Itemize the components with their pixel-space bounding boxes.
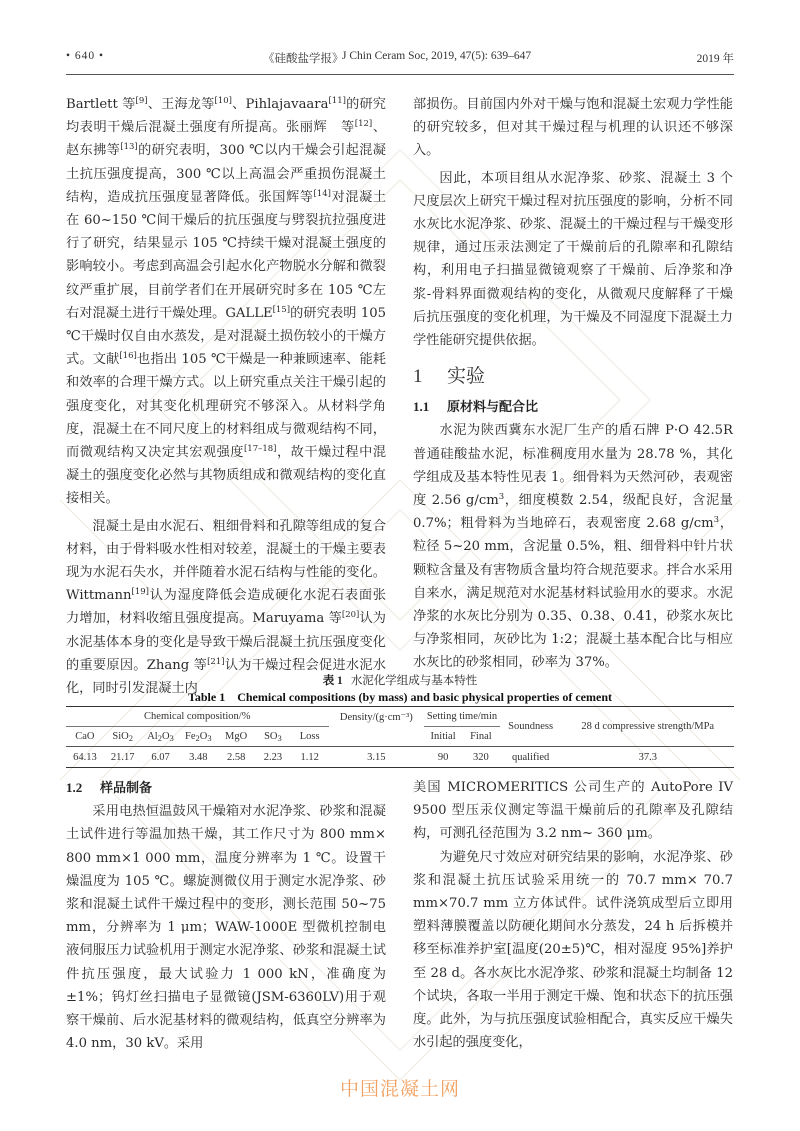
- cell-final: 320: [462, 747, 500, 768]
- table-caption-en: Table 1 Chemical compositions (by mass) and basic physical properties of cement: [187, 690, 612, 704]
- col-final: Final: [470, 731, 492, 742]
- reference[interactable]: [16]: [119, 351, 137, 362]
- right-column-top: [413, 93, 733, 675]
- col-loss: Loss: [299, 731, 320, 742]
- col-al2o3: $Al_2O_3$: [147, 731, 174, 743]
- paragraph-continuation: 部损伤。目前国内外对干燥与饱和混凝土宏观力学性能的研究较多，但对其干燥过程与机理的认识还不够深入。: [413, 97, 733, 159]
- cell-al2o3: 6.07: [142, 747, 180, 768]
- reference[interactable]: [19]: [131, 587, 149, 598]
- cell-mgo: 2.58: [217, 747, 255, 768]
- cell-density: 3.15: [329, 747, 425, 768]
- cell-strength: 37.3: [562, 747, 734, 768]
- cell-initial: 90: [424, 747, 462, 768]
- paragraph-concrete-composite: 混凝土是由水泥石、粗细骨料和孔隙等组成的复合材料，由于骨料吸水性相对较差，混凝土的干燥主要表现为水泥石失水，并伴随着水泥石结构与性能的变化。Wittmann[19]认为湿度降低会造成硬化水泥石表面张力增加，材料收缩且强度提高。Maruyama 等[20]认为水泥基体本身的变化是导致干燥后混凝土抗压强度变化的重要原因。Zhang 等[21]认为干燥过程会促进水泥水化，同时引发混凝土内: [66, 518, 386, 697]
- header-setting-time: Setting time/min: [424, 707, 500, 727]
- header-density: Density/(g·cm⁻³): [329, 707, 425, 727]
- col-cao: CaO: [75, 731, 95, 742]
- table-row: [66, 747, 734, 768]
- cell-sio2: 21.17: [104, 747, 142, 768]
- col-sio2: SiO$_2$: [112, 731, 133, 743]
- col-fe2o3: $Fe_2O_3$: [185, 731, 212, 743]
- journal-name-cn: 《硅酸盐学报》: [263, 53, 344, 65]
- header-rule: [66, 74, 734, 75]
- reference[interactable]: [9]: [135, 96, 148, 106]
- reference[interactable]: [10]: [214, 96, 232, 106]
- page-number: • 640 •: [66, 50, 105, 62]
- cement-properties-table: [66, 706, 734, 768]
- table-caption-cn: 表 1 水泥化学组成与基本特性: [322, 673, 478, 687]
- paragraph-specimens: 为避免尺寸效应对研究结果的影响，水泥净浆、砂浆和混凝土抗压试验采用统一的 70.7 mm× 70.7 mm×70.7 mm 立方体试件。试件浇筑成型后立即用塑料薄膜覆盖以防硬化期间水分蒸发，24 h 后拆模并移至标准养护室[温度(20±5)℃，相对湿度 95%]养护至 28 d。各水灰比水泥净浆、砂浆和混凝土均制备 12 个试块，各取一半用于测定干燥、饱和状态下的抗压强度。此外，为与抗压强度试验相配合，真实反应干燥失水引起的强度变化，: [413, 849, 733, 1051]
- paragraph-materials: 水泥为陕西冀东水泥厂生产的盾石牌 P·O 42.5R 普通硅酸盐水泥，标准稠度用水量为 28.78 %，其化学组成及基本特性见表 1。细骨料为天然河砂，表观密度 2.56 $g/cm^3$，细度模数 2.54，级配良好，含泥量 0.7%；粗骨料为当地碎石，表观密度 2.68 $g/cm^3$，粒径 5~20 mm，含泥量 0.5%，粗、细骨料中针片状颗粒含量及有害物质含量均符合规范要求。拌合水采用自来水，满足规范对水泥基材料试验用水的要求。水泥净浆的水灰比分别为 0.35、0.38、0.41，砂浆水灰比与净浆相同，灰砂比为 1:2；混凝土基本配合比与相应水灰比的砂浆相同，砂率为 37%。: [413, 423, 733, 671]
- subsection-heading-sample-prep: 1.2 样品制备: [66, 780, 153, 796]
- cell-fe2o3: 3.48: [179, 747, 217, 768]
- reference[interactable]: [20]: [341, 610, 360, 621]
- reference[interactable]: [11]: [328, 96, 346, 106]
- reference[interactable]: [13]: [120, 142, 138, 153]
- reference[interactable]: [21]: [207, 656, 225, 667]
- cell-soundness: qualified: [500, 747, 562, 768]
- col-so3: $SO_3$: [264, 731, 282, 743]
- header-compressive-strength: 28 d compressive strength/MPa: [562, 707, 734, 747]
- col-initial: Initial: [430, 731, 456, 742]
- section-heading-experiment: 1 实验: [413, 365, 486, 388]
- left-column-top: [66, 93, 386, 700]
- subsection-heading-materials: 1.1 原材料与配合比: [413, 399, 539, 416]
- journal-citation: J Chin Ceram Soc, 2019, 47(5): 639–647: [342, 50, 532, 62]
- paragraph-literature-review: Bartlett 等[9]、王海龙等[10]、Pihlajavaara[11]的研究均表明干燥后混凝土强度有所提高。张丽辉 等[12]、赵东拂等[13]的研究表明，300 ℃以内干燥会引起混凝土抗压强度提高，300 ℃以上高温会严重损伤混凝土结构，造成抗压强度显著降低。张国辉等[14]对混凝土在 60~150 ℃间干燥后的抗压强度与劈裂抗拉强度进行了研究，结果显示 105 ℃持续干燥对混凝土强度的影响较小。考虑到高温会引起水化产物脱水分解和微裂纹严重扩展，目前学者们在开展研究时多在 105 ℃左右对混凝土进行干燥处理。GALLE[15]的研究表明 105 ℃干燥时仅自由水蒸发，是对混凝土损伤较小的干燥方式。文献[16]也指出 105 ℃干燥是一种兼顾速率、能耗和效率的合理干燥方式。以上研究重点关注干燥引起的强度变化，对其变化机理研究不够深入。从材料学角度，混凝土在不同尺度上的材料组成与微观结构不同，而微观结构又决定其宏观强度[17–18]，故干燥过程中混凝土的强度变化必然与其物质组成和微观结构的变化直接相关。: [66, 96, 387, 507]
- header-chemical-composition: Chemical composition/%: [66, 707, 329, 727]
- cell-so3: 2.23: [255, 747, 291, 768]
- reference[interactable]: [12]: [354, 119, 373, 130]
- site-watermark-text: 中国混凝土网: [339, 1078, 460, 1100]
- reference[interactable]: [17–18]: [243, 444, 277, 455]
- cell-loss: 1.12: [291, 747, 329, 768]
- paragraph-porosimeter: 美国 MICROMERITICS 公司生产的 AutoPore IV 9500 型压汞仪测定等温干燥前后的孔隙率及孔隙结构，可测孔径范围为 3.2 nm~ 360 μm。: [413, 780, 733, 842]
- left-column-bottom: [66, 776, 386, 1055]
- col-density-empty: [329, 727, 425, 747]
- header-soundness: Soundness: [500, 707, 562, 747]
- reference[interactable]: [14]: [313, 188, 331, 199]
- col-mgo: MgO: [225, 731, 248, 742]
- reference[interactable]: [15]: [272, 304, 291, 315]
- paragraph-research-objective: 因此，本项目组从水泥净浆、砂浆、混凝土 3 个尺度层次上研究干燥过程对抗压强度的影响，分析不同水灰比水泥净浆、砂浆、混凝土的干燥过程与干燥变形规律，通过压汞法测定了干燥前后的孔隙率和孔隙结构，利用电子扫描显微镜观察了干燥前、后净浆和净浆-骨料界面微观结构的变化，从微观尺度解释了干燥后抗压强度的变化机理，为干燥及不同湿度下混凝土力学性能研究提供依据。: [413, 170, 733, 349]
- header-year: 2019 年: [696, 53, 734, 65]
- running-header: [66, 48, 734, 68]
- paragraph-equipment: 采用电热恒温鼓风干燥箱对水泥净浆、砂浆和混凝土试件进行等温加热干燥，其工作尺寸为 800 mm× 800 mm×1 000 mm，温度分辨率为 1 ℃。设置干燥温度为 105 ℃。螺旋测微仪用于测定水泥净浆、砂浆和混凝土试件干燥过程中的变形，测长范围 50~75 mm，分辨率为 1 μm；WAW-1000E 型微机控制电液伺服压力试验机用于测定水泥净浆、砂浆和混凝土试件抗压强度，最大试验力 1 000 kN，准确度为±1%；钨灯丝扫描电子显微镜(JSM-6360LV)用于观察干燥前、后水泥基材料的微观结构，低真空分辨率为 4.0 nm，30 kV。采用: [66, 804, 386, 1052]
- cell-cao: 64.13: [66, 747, 104, 768]
- right-column-bottom: [413, 776, 733, 1054]
- table-1: [66, 672, 734, 768]
